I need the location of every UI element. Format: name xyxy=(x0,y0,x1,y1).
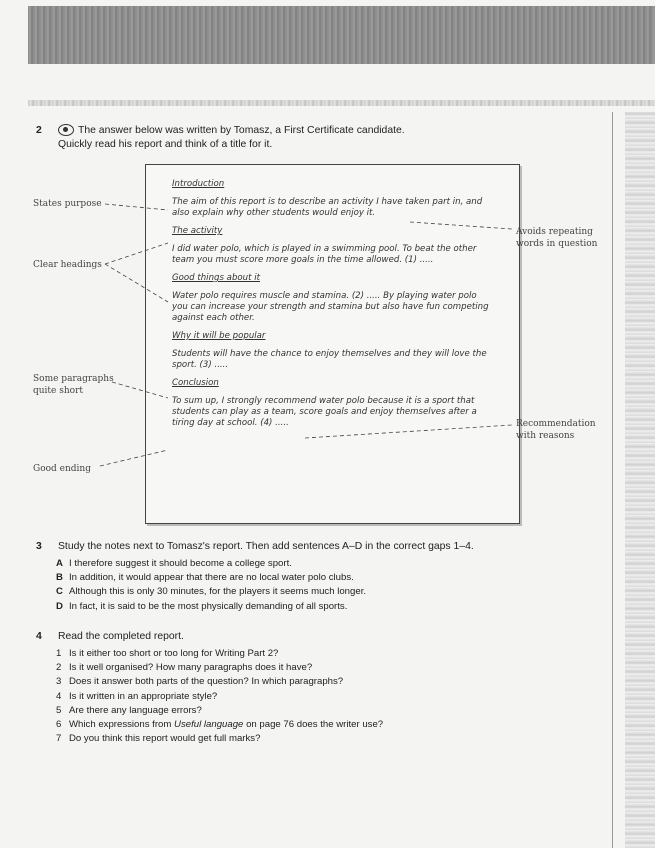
question-text: Is it written in an appropriate style? xyxy=(69,690,218,702)
task-2-line-2: Quickly read his report and think of a title for it. xyxy=(58,139,273,150)
question-number: 4 xyxy=(56,690,62,702)
task-3-instruction: Study the notes next to Tomasz's report. Then add sentences A–D in the correct gaps 1–4. xyxy=(58,541,474,552)
question-text: Do you think this report would get full marks? xyxy=(69,733,261,745)
question-text: Are there any language errors? xyxy=(69,704,202,716)
question-text: Does it answer both parts of the question? In which paragraphs? xyxy=(69,676,344,688)
question-number: 5 xyxy=(56,704,62,716)
note-line: Avoids repeating xyxy=(516,227,593,237)
list-item xyxy=(56,647,383,661)
question-text: on page 76 does the writer use? xyxy=(246,719,384,731)
option-key: B xyxy=(56,572,63,584)
section-heading: Good things about it xyxy=(172,273,260,283)
question-number: 7 xyxy=(56,733,62,745)
list-item xyxy=(56,557,366,571)
leader-avoids xyxy=(410,222,512,229)
note-clear-headings: Clear headings xyxy=(33,260,102,270)
section-text: To sum up, I strongly recommend water polo because it is a sport that students can play as a team, score goals and enjoy themselves after a tiring day at school. (4) ..... xyxy=(172,396,477,428)
list-item xyxy=(56,571,366,585)
list-item xyxy=(56,585,366,599)
task-number: 4 xyxy=(36,631,42,642)
task-4 xyxy=(36,630,184,644)
option-text: In fact, it is said to be the most physically demanding of all sports. xyxy=(69,600,348,612)
task-number: 3 xyxy=(36,541,42,552)
task-4-questions xyxy=(56,647,383,746)
leader-short xyxy=(112,382,168,398)
section-text: The aim of this report is to describe an activity I have taken part in, and also explain why other students would enjoy it. xyxy=(172,197,483,218)
list-item xyxy=(56,718,383,732)
question-number: 3 xyxy=(56,676,62,688)
task-3 xyxy=(36,540,474,554)
question-number: 2 xyxy=(56,662,62,674)
note-line: quite short xyxy=(33,386,83,396)
task-number: 2 xyxy=(36,125,42,136)
section-heading: The activity xyxy=(172,226,223,236)
leader-recommendation xyxy=(305,425,512,438)
list-item xyxy=(56,690,383,704)
note-line: with reasons xyxy=(516,431,575,441)
option-text: I therefore suggest it should become a college sport. xyxy=(69,558,292,569)
list-item xyxy=(56,704,383,718)
leader-heading-2 xyxy=(105,264,168,302)
leader-states-purpose xyxy=(105,204,168,210)
question-text: Which expressions from xyxy=(69,719,172,731)
section-heading: Conclusion xyxy=(172,378,219,388)
question-text: Is it well organised? How many paragraphs does it have? xyxy=(69,662,313,674)
list-item xyxy=(56,732,383,746)
note-good-ending: Good ending xyxy=(33,464,91,474)
list-item xyxy=(56,600,366,614)
section-heading: Introduction xyxy=(172,179,225,189)
note-states-purpose: States purpose xyxy=(33,199,102,209)
section-text: Water polo requires muscle and stamina. (2) ..... By playing water polo you can increase your strength and stamina but also have fun competing against each other. xyxy=(172,291,489,323)
list-item xyxy=(56,661,383,675)
option-key: A xyxy=(56,558,63,569)
section-heading: Why it will be popular xyxy=(172,331,266,341)
list-item xyxy=(56,675,383,689)
option-key: C xyxy=(56,586,63,598)
section-text: Students will have the chance to enjoy themselves and they will love the sport. (3) ..... xyxy=(172,349,487,370)
note-line: Recommendation xyxy=(516,419,596,429)
option-text: Although this is only 30 minutes, for the players it seems much longer. xyxy=(69,586,367,598)
option-key: D xyxy=(56,600,63,612)
section-text: I did water polo, which is played in a swimming pool. To beat the other team you must score more goals in the time allowed. (1) ..... xyxy=(172,244,477,265)
question-text: Is it either too short or too long for Writing Part 2? xyxy=(69,648,279,659)
task-4-instruction: Read the completed report. xyxy=(58,631,184,642)
question-number: 6 xyxy=(56,719,62,731)
leader-ending xyxy=(100,450,168,466)
question-number: 1 xyxy=(56,648,62,659)
task-2-line-1: The answer below was written by Tomasz, a First Certificate candidate. xyxy=(78,125,405,136)
leader-heading-1 xyxy=(105,243,168,264)
task-3-options xyxy=(56,557,366,614)
note-line: Some paragraphs xyxy=(33,374,114,384)
question-emphasis: Useful language xyxy=(174,719,244,731)
note-line: words in question xyxy=(516,239,598,249)
option-text: In addition, it would appear that there are no local water polo clubs. xyxy=(69,572,354,584)
